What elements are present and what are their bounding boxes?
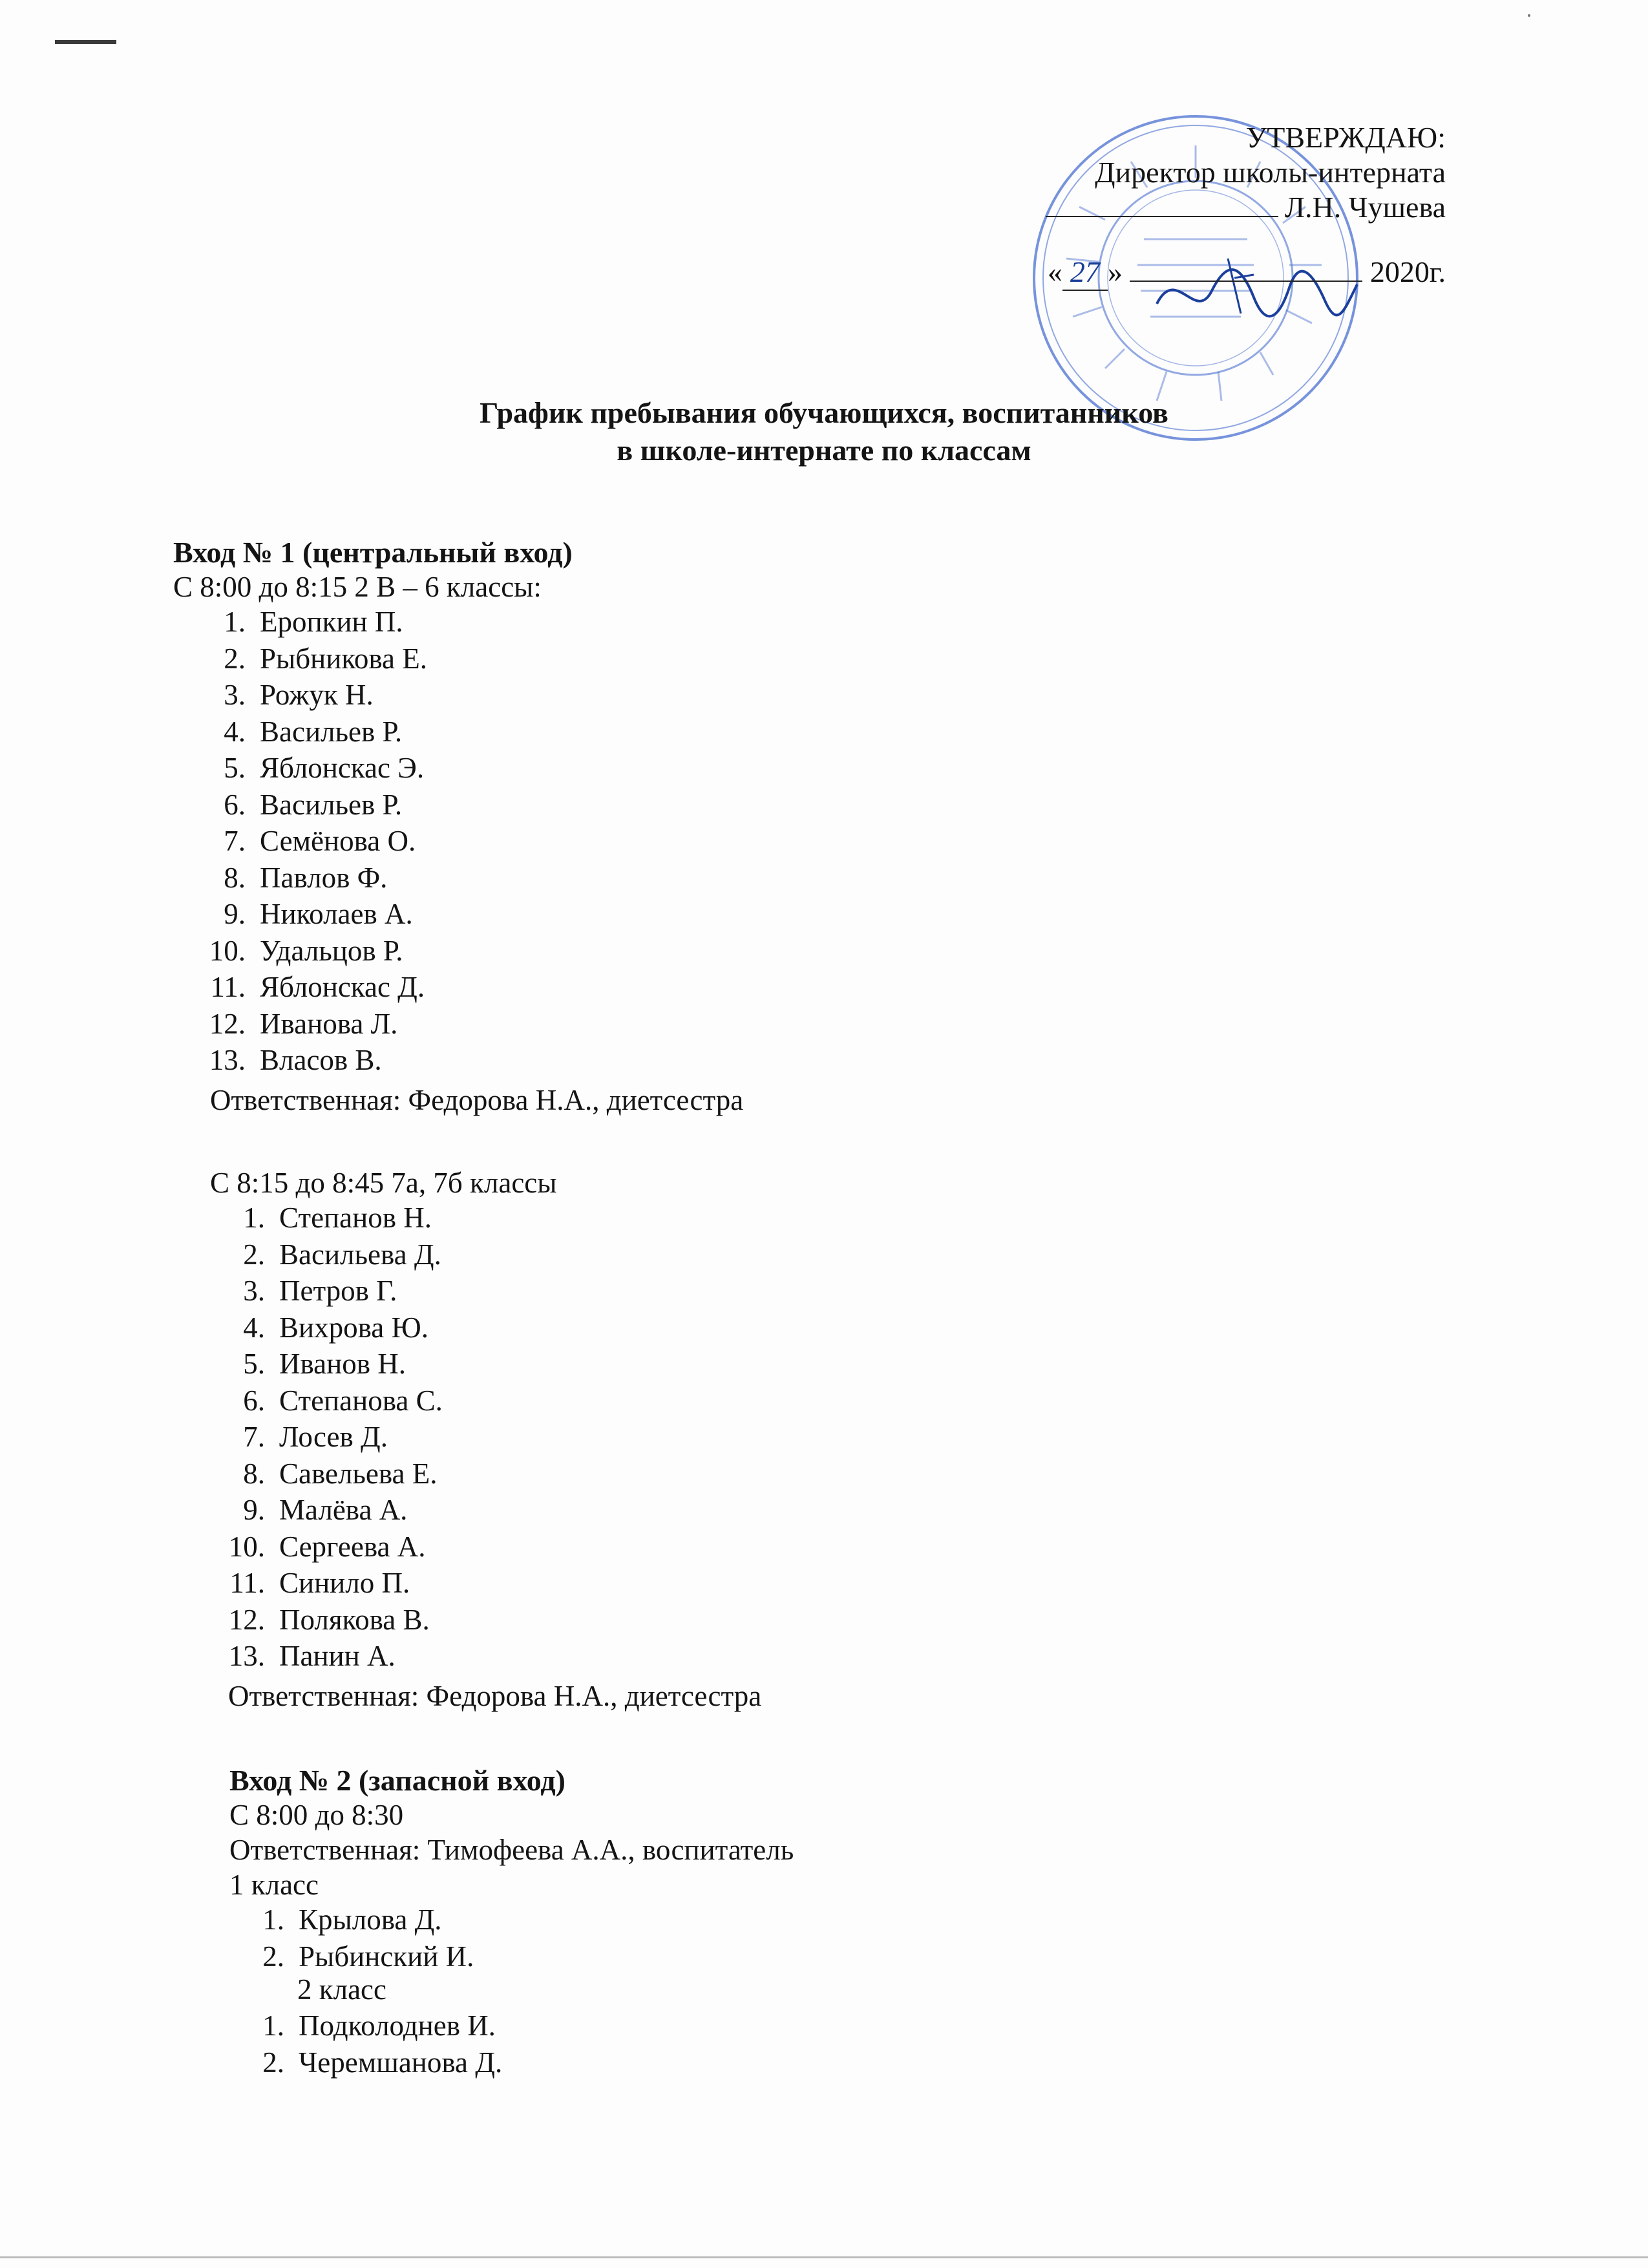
- student-list-item: [194, 860, 427, 896]
- student-number: 1.: [243, 1202, 265, 1234]
- student-list-item: [213, 1346, 443, 1383]
- student-name: Яблонскас Э.: [260, 752, 425, 784]
- student-number: 9.: [243, 1494, 265, 1526]
- signature-blank: [1046, 209, 1278, 217]
- entrance-2-heading: Вход № 2 (запасной вход): [229, 1764, 565, 1797]
- student-list-item: [194, 823, 427, 860]
- student-number: 1.: [224, 606, 246, 638]
- student-name: Панин А.: [279, 1640, 396, 1672]
- student-list-item: [213, 1638, 443, 1675]
- date-month-blank: [1130, 255, 1362, 282]
- student-number: 7.: [224, 825, 246, 857]
- entrance-2-class-2-label: 2 класс: [297, 1973, 386, 2006]
- student-list-item: [213, 1529, 443, 1565]
- entrance-1-group-1-list: [194, 604, 427, 1079]
- student-number: 10.: [228, 1530, 265, 1563]
- student-number: 3.: [224, 679, 246, 711]
- student-number: 5.: [224, 752, 246, 784]
- student-list-item: [194, 604, 427, 641]
- student-list-item: [213, 1419, 443, 1456]
- entrance-1-group-2-responsible: Ответственная: Федорова Н.А., диетсестра: [228, 1680, 762, 1712]
- student-name: Яблонскас Д.: [260, 971, 425, 1003]
- student-list-item: [233, 1902, 474, 1938]
- student-list-item: [233, 2008, 502, 2044]
- approval-block: [864, 120, 1446, 291]
- document-title: [0, 394, 1648, 469]
- entrance-1-group-1-time: С 8:00 до 8:15 2 В – 6 классы:: [173, 571, 542, 603]
- student-list-item: [213, 1273, 443, 1309]
- student-number: 13.: [209, 1044, 246, 1076]
- entrance-1-group-2-time: С 8:15 до 8:45 7а, 7б классы: [210, 1167, 557, 1199]
- student-name: Рыбникова Е.: [260, 642, 428, 675]
- title-line-1: График пребывания обучающихся, воспитанников: [480, 396, 1168, 429]
- student-name: Сергеева А.: [279, 1530, 426, 1563]
- student-number: 2.: [224, 642, 246, 675]
- entrance-2-responsible: Ответственная: Тимофеева А.А., воспитатель: [229, 1834, 794, 1866]
- student-number: 6.: [224, 788, 246, 821]
- student-number: 9.: [224, 898, 246, 930]
- date-year: 2020г.: [1369, 255, 1446, 288]
- student-name: Синило П.: [279, 1567, 410, 1599]
- student-number: 11.: [210, 971, 246, 1003]
- student-name: Степанов Н.: [279, 1202, 432, 1234]
- entrance-2-time: С 8:00 до 8:30: [229, 1799, 404, 1831]
- student-number: 2.: [243, 1238, 265, 1271]
- approval-heading: УТВЕРЖДАЮ:: [1245, 121, 1446, 154]
- student-list-item: [194, 714, 427, 750]
- director-signature-line: [864, 190, 1446, 225]
- scan-artifact-mark: [55, 40, 116, 44]
- student-list-item: [213, 1200, 443, 1236]
- student-list-item: [194, 1006, 427, 1043]
- student-number: 10.: [209, 934, 246, 967]
- student-number: 13.: [228, 1640, 265, 1672]
- student-list-item: [194, 1042, 427, 1079]
- student-list-item: [194, 750, 427, 787]
- student-name: Еропкин П.: [260, 606, 403, 638]
- student-name: Полякова В.: [279, 1603, 430, 1636]
- student-list-item: [213, 1236, 443, 1273]
- student-list-item: [213, 1492, 443, 1529]
- student-name: Васильев Р.: [260, 715, 403, 748]
- student-list-item: [233, 2044, 502, 2081]
- student-name: Савельева Е.: [279, 1457, 438, 1490]
- student-name: Подколоднев И.: [299, 2009, 496, 2042]
- scan-artifact-dot: [1528, 14, 1530, 17]
- student-name: Павлов Ф.: [260, 861, 388, 894]
- student-number: 12.: [209, 1007, 246, 1040]
- student-number: 7.: [243, 1421, 265, 1453]
- student-number: 1.: [262, 2009, 284, 2042]
- student-name: Рыбинский И.: [299, 1940, 474, 1973]
- student-list-item: [194, 896, 427, 933]
- student-list-item: [194, 641, 427, 677]
- director-name: Л.Н. Чушева: [1284, 191, 1446, 224]
- entrance-2-class-1-list: [233, 1902, 474, 1975]
- student-list-item: [213, 1309, 443, 1346]
- student-number: 3.: [243, 1275, 265, 1307]
- student-name: Семёнова О.: [260, 825, 416, 857]
- student-list-item: [194, 933, 427, 970]
- student-name: Степанова С.: [279, 1384, 443, 1417]
- student-name: Черемшанова Д.: [299, 2046, 503, 2079]
- student-name: Николаев А.: [260, 898, 413, 930]
- student-number: 5.: [243, 1348, 265, 1380]
- entrance-2-class-2-list: [233, 2008, 502, 2081]
- student-number: 12.: [228, 1603, 265, 1636]
- title-line-2: в школе-интернате по классам: [617, 434, 1031, 467]
- student-number: 11.: [229, 1567, 265, 1599]
- date-day: 27: [1062, 255, 1108, 291]
- student-name: Рожук Н.: [260, 679, 374, 711]
- date-quote-close: »: [1107, 255, 1123, 288]
- entrance-1-group-2-list: [213, 1200, 443, 1675]
- student-number: 8.: [224, 861, 246, 894]
- student-number: 2.: [262, 1940, 284, 1973]
- student-name: Вихрова Ю.: [279, 1311, 428, 1344]
- student-name: Крылова Д.: [299, 1903, 442, 1936]
- student-list-item: [213, 1456, 443, 1492]
- student-name: Васильева Д.: [279, 1238, 441, 1271]
- student-list-item: [213, 1383, 443, 1419]
- student-number: 6.: [243, 1384, 265, 1417]
- student-name: Васильев Р.: [260, 788, 403, 821]
- student-list-item: [194, 677, 427, 714]
- date-quote-open: «: [1047, 255, 1062, 288]
- student-name: Малёва А.: [279, 1494, 408, 1526]
- student-list-item: [194, 969, 427, 1006]
- student-list-item: [233, 1938, 474, 1975]
- student-name: Лосев Д.: [279, 1421, 388, 1453]
- approval-date: [864, 255, 1446, 291]
- student-name: Власов В.: [260, 1044, 382, 1076]
- student-number: 2.: [262, 2046, 284, 2079]
- director-position: Директор школы-интерната: [1095, 156, 1446, 189]
- entrance-2-class-1-label: 1 класс: [229, 1869, 319, 1901]
- student-list-item: [213, 1602, 443, 1638]
- student-name: Иванов Н.: [279, 1348, 406, 1380]
- student-number: 1.: [262, 1903, 284, 1936]
- student-name: Иванова Л.: [260, 1007, 398, 1040]
- student-name: Удальцов Р.: [260, 934, 403, 967]
- entrance-1-heading: Вход № 1 (центральный вход): [173, 536, 573, 569]
- student-number: 8.: [243, 1457, 265, 1490]
- student-number: 4.: [243, 1311, 265, 1344]
- student-list-item: [194, 787, 427, 823]
- student-list-item: [213, 1565, 443, 1602]
- page-bottom-edge: [0, 2256, 1648, 2258]
- student-name: Петров Г.: [279, 1275, 397, 1307]
- student-number: 4.: [224, 715, 246, 748]
- entrance-1-group-1-responsible: Ответственная: Федорова Н.А., диетсестра: [210, 1084, 744, 1116]
